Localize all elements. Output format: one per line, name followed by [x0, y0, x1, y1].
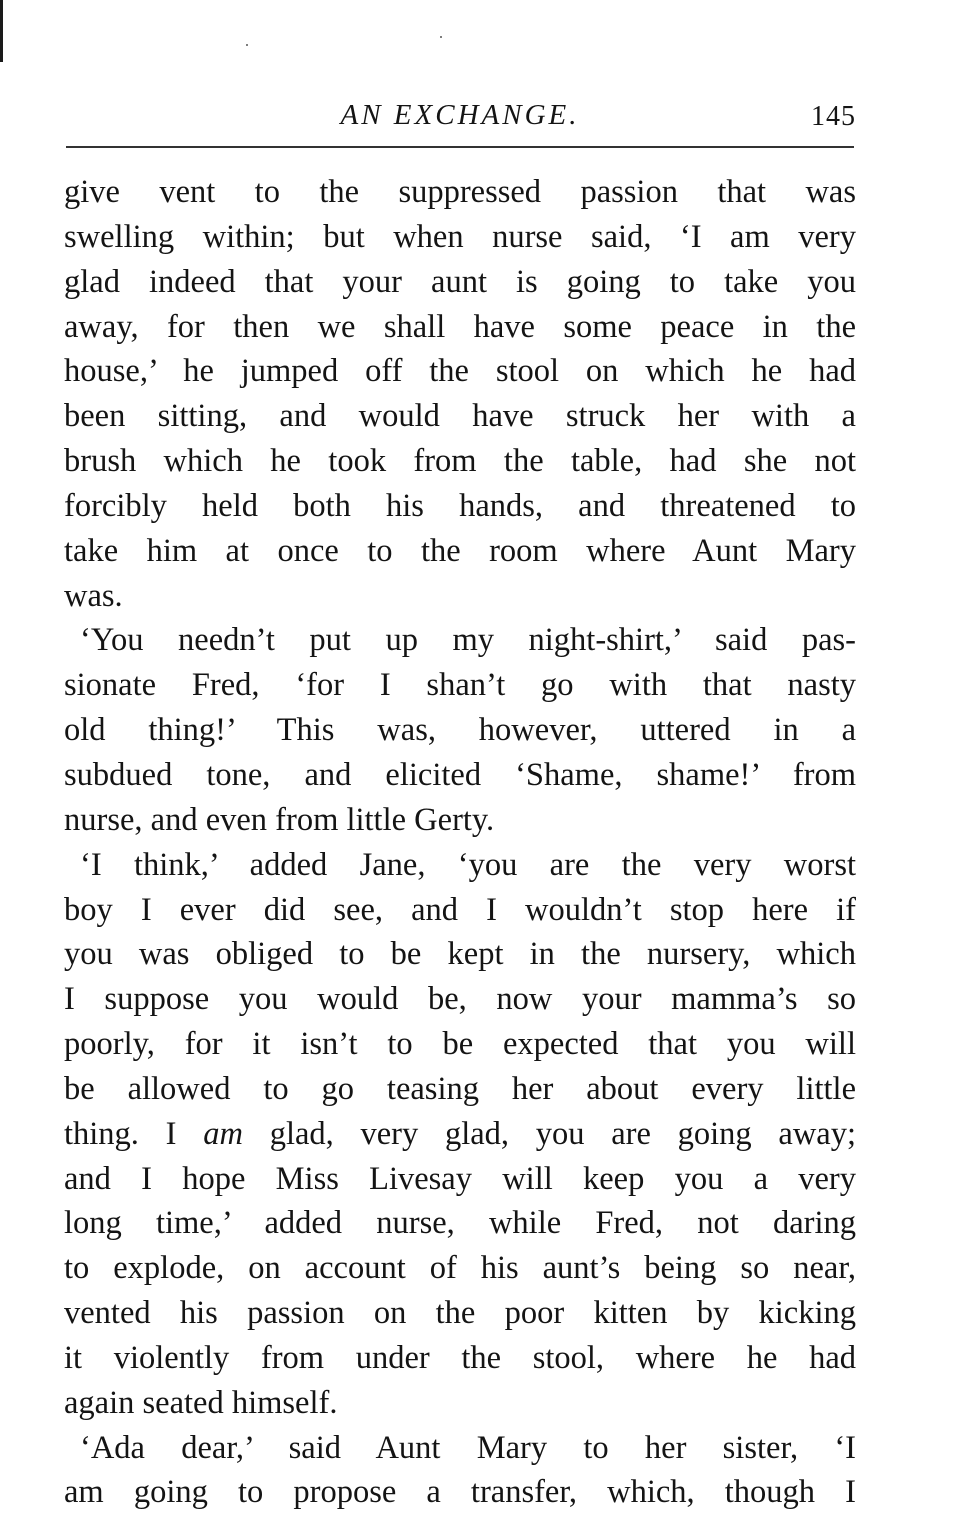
text-line: and I hope Miss Livesay will keep you a very — [64, 1160, 856, 1197]
running-title: AN EXCHANGE. — [340, 99, 580, 131]
text-line: nurse, and even from little Gerty. — [64, 801, 495, 838]
text-line: glad indeed that your aunt is going to take you — [64, 263, 856, 300]
text-line: ‘I think,’ added Jane, ‘you are the very worst — [80, 846, 856, 883]
text-line: ‘Ada dear,’ said Aunt Mary to her sister, ‘I — [80, 1429, 856, 1466]
text-line: you was obliged to be kept in the nursery, which — [64, 936, 856, 973]
text-line: ‘You needn’t put up my night-shirt,’ said pas- — [80, 622, 856, 659]
text-line: poorly, for it isn’t to be expected that you will — [64, 1026, 856, 1063]
text-line: again seated himself. — [64, 1384, 338, 1421]
text-line: take him at once to the room where Aunt Mary — [64, 532, 856, 569]
text-line: to explode, on account of his aunt’s being so near, — [64, 1250, 856, 1287]
text-fragment: thing. I — [64, 1115, 177, 1152]
text-line: was. — [64, 577, 123, 614]
text-line: give vent to the suppressed passion that was — [64, 174, 856, 210]
text-line: subdued tone, and elicited ‘Shame, shame!’ from — [64, 756, 856, 793]
text-line: old thing!’ This was, however, uttered in a — [64, 712, 856, 749]
print-speck — [440, 36, 442, 38]
text-line: long time,’ added nurse, while Fred, not daring — [64, 1205, 856, 1242]
emphasis-word: am — [203, 1115, 243, 1152]
text-fragment: glad, very glad, you are going away; — [269, 1115, 857, 1152]
text-line: it violently from under the stool, where he had — [64, 1339, 856, 1376]
text-line: house,’ he jumped off the stool on which he had — [64, 353, 856, 390]
body-text — [64, 170, 856, 1515]
text-line: I suppose you would be, now your mamma’s so — [64, 981, 856, 1018]
text-line: boy I ever did see, and I wouldn’t stop here if — [64, 891, 856, 928]
text-line: be allowed to go teasing her about every little — [64, 1070, 856, 1107]
text-line: vented his passion on the poor kitten by kicking — [64, 1295, 856, 1332]
header-rule — [66, 146, 854, 148]
print-speck — [246, 44, 248, 46]
text-line-with-emphasis — [64, 1112, 856, 1157]
page-number: 145 — [811, 101, 856, 132]
text-line: swelling within; but when nurse said, ‘I am very — [64, 218, 856, 255]
page-edge-mark — [0, 0, 3, 62]
text-line: brush which he took from the table, had she not — [64, 443, 856, 480]
text-line: am going to propose a transfer, which, though I — [64, 1474, 856, 1511]
text-line: away, for then we shall have some peace in the — [64, 308, 856, 345]
running-head — [64, 95, 856, 141]
text-line: sionate Fred, ‘for I shan’t go with that nasty — [64, 667, 856, 704]
text-line: forcibly held both his hands, and threatened to — [64, 487, 856, 524]
text-line: been sitting, and would have struck her with a — [64, 398, 856, 435]
